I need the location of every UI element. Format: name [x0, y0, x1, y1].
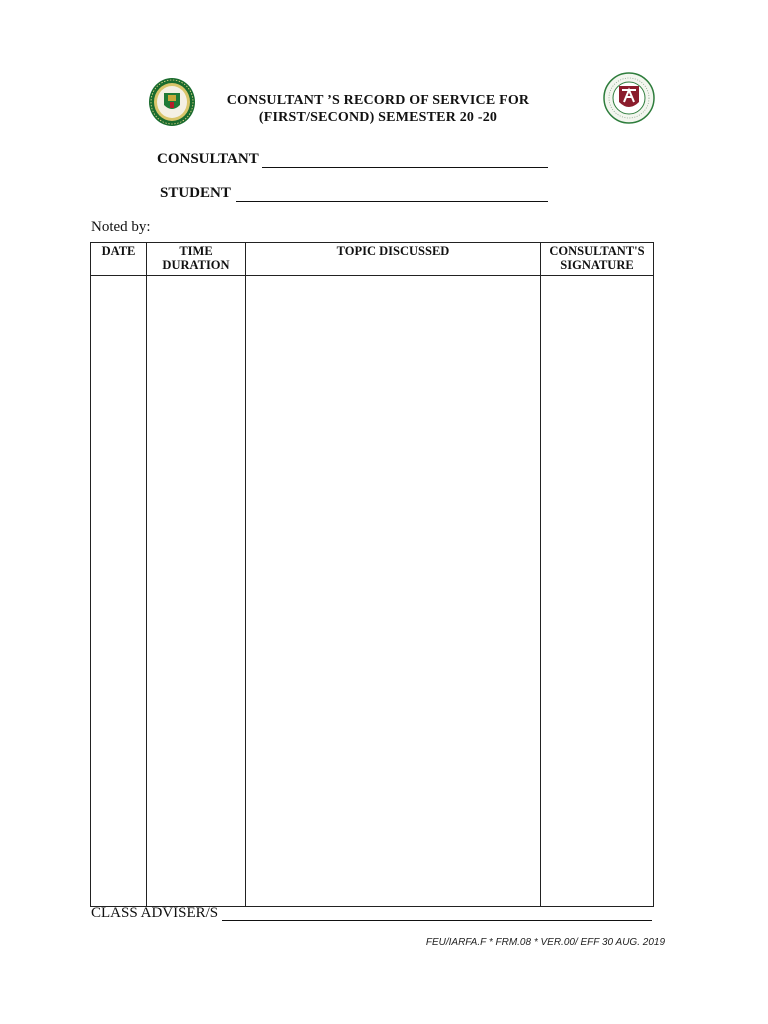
signature-column-header	[541, 243, 654, 276]
form-title-line1: CONSULTANT ’S RECORD OF SERVICE FOR	[226, 93, 530, 108]
record-table	[90, 242, 654, 907]
time-duration-column-header	[147, 243, 246, 276]
university-seal-logo	[148, 77, 196, 127]
class-adviser-label: CLASS ADVISER/S	[91, 905, 219, 921]
topic-discussed-cell[interactable]	[246, 276, 541, 907]
topic-header-text: TOPIC DISCUSSED	[336, 244, 450, 258]
date-cell[interactable]	[91, 276, 147, 907]
date-header-text: DATE	[101, 244, 136, 258]
form-title	[190, 92, 566, 126]
class-adviser-line[interactable]	[222, 920, 652, 921]
table-header-row	[91, 243, 654, 276]
time-duration-cell[interactable]	[147, 276, 246, 907]
institute-seal-logo	[603, 72, 655, 124]
consultant-second-line[interactable]	[406, 167, 548, 168]
form-title-line2: (FIRST/SECOND) SEMESTER 20 -20	[258, 110, 498, 125]
table-row	[91, 276, 654, 907]
consultant-label: CONSULTANT	[157, 151, 259, 167]
topic-discussed-column-header	[246, 243, 541, 276]
consultants-header-text: CONSULTANT'S	[549, 244, 645, 258]
signature-header-text: SIGNATURE	[560, 258, 634, 272]
student-name-line[interactable]	[236, 201, 406, 202]
date-column-header	[91, 243, 147, 276]
consultant-name-line[interactable]	[262, 167, 406, 168]
student-second-line[interactable]	[406, 201, 548, 202]
noted-by-label: Noted by:	[91, 219, 151, 235]
time-header-text: TIME	[179, 244, 213, 258]
signature-cell[interactable]	[541, 276, 654, 907]
form-code: FEU/IARFA.F * FRM.08 * VER.00/ EFF 30 AUG. 2019	[425, 937, 665, 948]
duration-header-text: DURATION	[162, 258, 230, 272]
student-label: STUDENT	[160, 185, 231, 201]
